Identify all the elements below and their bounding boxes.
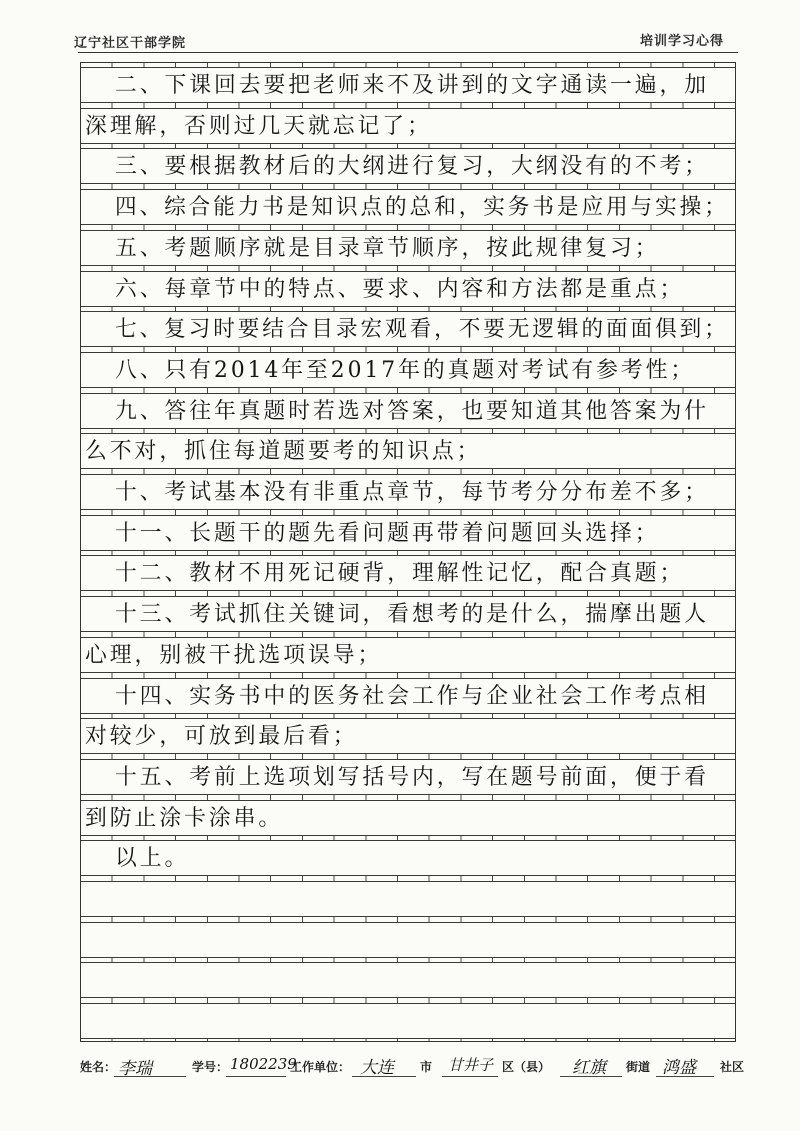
community-underline: [656, 1076, 714, 1077]
name-underline: [114, 1076, 186, 1077]
name-value: 李瑞: [118, 1059, 152, 1079]
writing-row: [81, 271, 735, 307]
writing-row: [81, 596, 735, 632]
student-id-underline: [226, 1076, 286, 1077]
writing-row: [81, 230, 735, 266]
handwritten-line: 深理解，否则过几天就忘记了；: [85, 113, 432, 139]
work-unit-label: 工作单位：: [290, 1060, 351, 1074]
writing-row: [81, 800, 735, 836]
student-id-value: 1802239: [230, 1055, 297, 1073]
writing-row: [81, 962, 735, 998]
writing-row: [81, 637, 735, 673]
district-underline: [442, 1076, 498, 1077]
district-label: 区（县）: [502, 1060, 551, 1074]
handwritten-line: 二、下课回去要把老师来不及讲到的文字通读一遍，加: [115, 73, 710, 98]
writing-row: [81, 922, 735, 958]
handwritten-line: 五、考题顺序就是目录章节顺序，按此规律复习；: [115, 235, 660, 261]
writing-row: [81, 352, 735, 388]
writing-row: [81, 1003, 735, 1039]
city-value: 大连: [360, 1058, 394, 1078]
street-underline: [560, 1076, 622, 1077]
handwritten-line: 六、每章节中的特点、要求、内容和方法都是重点；: [115, 276, 685, 302]
handwritten-line: 么不对，抓住每道题要考的知识点；: [85, 439, 482, 465]
street-label: 街道: [626, 1060, 651, 1074]
name-label: 姓名：: [80, 1060, 117, 1074]
handwritten-line: 以上。: [115, 846, 190, 872]
writing-row: [81, 515, 735, 551]
handwritten-line: 十、考试基本没有非重点章节，每节考分分布差不多；: [115, 480, 710, 505]
handwritten-line: 到防止涂卡涂串。: [85, 805, 284, 831]
handwritten-line: 心理，别被干扰选项误导；: [85, 642, 383, 668]
writing-row: [81, 718, 735, 754]
student-id-label: 学号：: [192, 1060, 229, 1074]
street-value: 红旗: [572, 1058, 606, 1078]
writing-grid: [80, 62, 736, 1042]
writing-row: [81, 678, 735, 714]
district-value: 甘井子: [448, 1056, 494, 1074]
handwritten-line: 对较少，可放到最后看；: [85, 724, 358, 750]
writing-row: [81, 108, 735, 144]
header-document-type: 培训学习心得: [639, 34, 724, 49]
writing-row: [81, 393, 735, 429]
city-label: 市: [420, 1060, 433, 1074]
handwritten-line: 十二、教材不用死记硬背，理解性记忆，配合真题；: [115, 561, 685, 587]
writing-row: [81, 881, 735, 917]
writing-row: [81, 840, 735, 876]
header-institute-title: 辽宁社区干部学院: [74, 36, 187, 51]
writing-row: [81, 311, 735, 347]
writing-row: [81, 433, 735, 469]
city-underline: [352, 1076, 416, 1077]
community-label: 社区: [720, 1060, 745, 1074]
handwritten-line: 十三、考试抓住关键词，看想考的是什么，揣摩出题人: [115, 602, 710, 628]
header-divider: [78, 52, 738, 53]
handwritten-line: 四、综合能力书是知识点的总和，实务书是应用与实操；: [115, 195, 729, 221]
handwritten-line: 十四、实务书中的医务社会工作与企业社会工作考点相: [115, 683, 710, 709]
handwritten-line: 七、复习时要结合目录宏观看，不要无逻辑的面面俱到；: [115, 317, 729, 343]
handwritten-line: 八、只有2014年至2017年的真题对考试有参考性；: [115, 357, 696, 383]
writing-row: [81, 189, 735, 225]
writing-row: [81, 759, 735, 795]
writing-row: [81, 148, 735, 184]
footer-info: [80, 1052, 760, 1082]
writing-row: [81, 67, 735, 103]
writing-row: [81, 474, 735, 510]
handwritten-line: 十五、考前上选项划写括号内，写在题号前面，便于看: [115, 764, 710, 790]
handwritten-line: 三、要根据教材后的大纲进行复习，大纲没有的不考；: [115, 154, 710, 180]
writing-row: [81, 555, 735, 591]
handwritten-line: 九、答往年真题时若选对答案，也要知道其他答案为什: [115, 398, 710, 424]
community-value: 鸿盛: [662, 1058, 696, 1078]
handwritten-line: 十一、长题干的题先看问题再带着问题回头选择；: [115, 520, 660, 546]
